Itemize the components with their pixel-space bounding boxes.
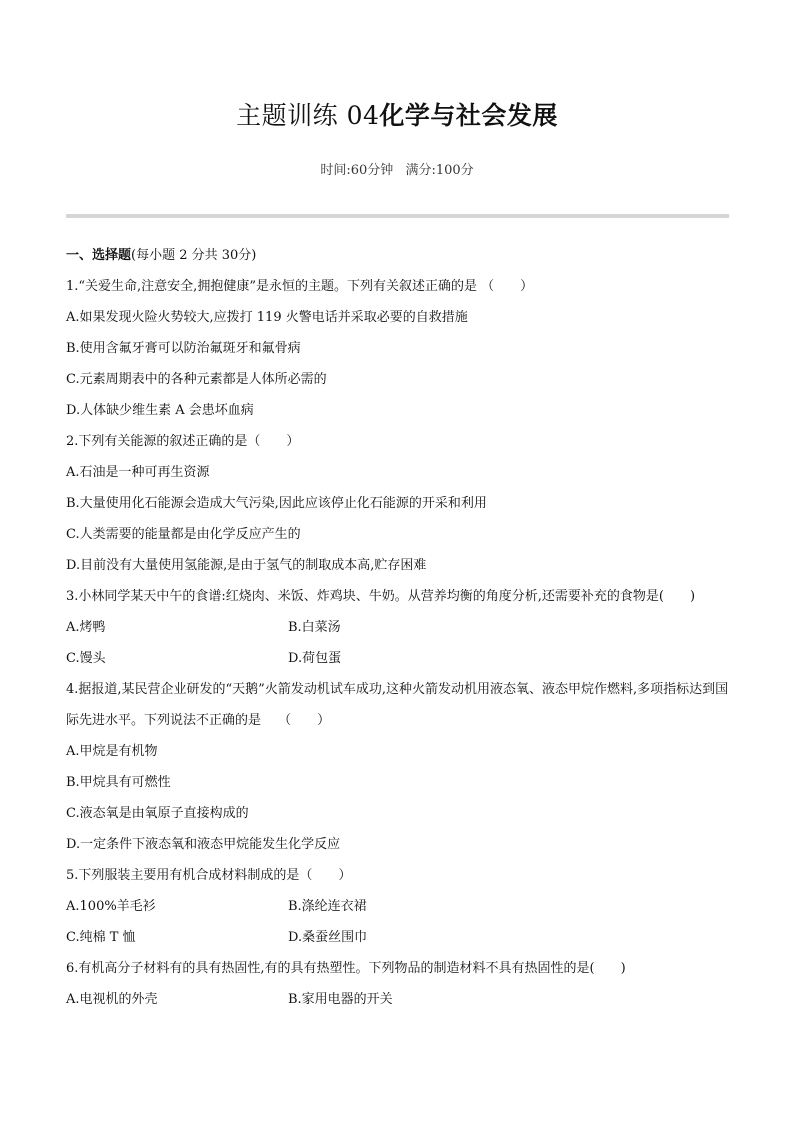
option-row — [66, 612, 732, 643]
option-a: A.100%羊毛衫 — [66, 899, 156, 914]
title-number: 04 — [346, 101, 380, 130]
question-stem: 2.下列有关能源的叙述正确的是（ ） — [66, 434, 300, 449]
question-stem: 5.下列服装主要用有机合成材料制成的是（ ） — [66, 868, 352, 883]
option-row — [66, 984, 732, 1015]
full-score: 满分:100分 — [405, 163, 474, 178]
question-stem: 6.有机高分子材料有的具有热固性,有的具有热塑性。下列物品的制造材料不具有热固性的是( ) — [66, 961, 626, 976]
title-prefix: 主题训练 — [236, 101, 347, 130]
option-d: D.桑蚕丝围巾 — [288, 930, 368, 945]
page-title — [0, 96, 794, 132]
question-stem: 1.“关爱生命,注意安全,拥抱健康”是永恒的主题。下列有关叙述正确的是 （ ） — [66, 279, 534, 294]
option-b: B.使用含氟牙膏可以防治氟斑牙和氟骨病 — [66, 341, 301, 356]
option-d: D.一定条件下液态氧和液态甲烷能发生化学反应 — [66, 837, 341, 852]
option-c: C.元素周期表中的各种元素都是人体所必需的 — [66, 372, 327, 387]
option-row — [66, 922, 732, 953]
option-a: A.甲烷是有机物 — [66, 744, 158, 759]
header-divider — [66, 214, 729, 218]
title-main: 化学与社会发展 — [379, 101, 558, 130]
option-d: D.人体缺少维生素 A 会患坏血病 — [66, 403, 254, 418]
section-note: (每小题 2 分共 30分) — [131, 248, 257, 263]
option-a: A.如果发现火险火势较大,应拨打 119 火警电话并采取必要的自救措施 — [66, 310, 468, 325]
option-b: B.白菜汤 — [288, 620, 341, 635]
question-stem: 3.小林同学某天中午的食谱:红烧肉、米饭、炸鸡块、牛奶。从营养均衡的角度分析,还需要补充的食物是( ) — [66, 589, 696, 604]
option-b: B.涤纶连衣裙 — [288, 899, 367, 914]
option-row — [66, 891, 732, 922]
option-a: A.电视机的外壳 — [66, 992, 158, 1007]
option-a: A.烤鸭 — [66, 620, 106, 635]
time-limit: 时间:60分钟 — [320, 163, 394, 178]
option-a: A.石油是一种可再生资源 — [66, 465, 210, 480]
section-label: 一、选择题 — [66, 248, 132, 263]
option-c: C.纯棉 T 恤 — [66, 930, 136, 945]
question-stem: 4.据报道,某民营企业研发的“天鹅”火箭发动机试车成功,这种火箭发动机用液态氧、液态甲烷作燃料,多项指标达到国际先进水平。下列说法不正确的是 （ ） — [66, 682, 729, 728]
option-b: B.家用电器的开关 — [288, 992, 393, 1007]
option-c: C.人类需要的能量都是由化学反应产生的 — [66, 527, 301, 542]
option-d: D.荷包蛋 — [288, 651, 342, 666]
section-heading — [66, 240, 732, 271]
option-b: B.甲烷具有可燃性 — [66, 775, 171, 790]
exam-meta — [0, 159, 794, 178]
option-d: D.目前没有大量使用氢能源,是由于氢气的制取成本高,贮存困难 — [66, 558, 427, 573]
option-row — [66, 643, 732, 674]
question-list — [66, 240, 732, 1015]
option-c: C.馒头 — [66, 651, 106, 666]
option-c: C.液态氧是由氧原子直接构成的 — [66, 806, 249, 821]
option-b: B.大量使用化石能源会造成大气污染,因此应该停止化石能源的开采和利用 — [66, 496, 487, 511]
